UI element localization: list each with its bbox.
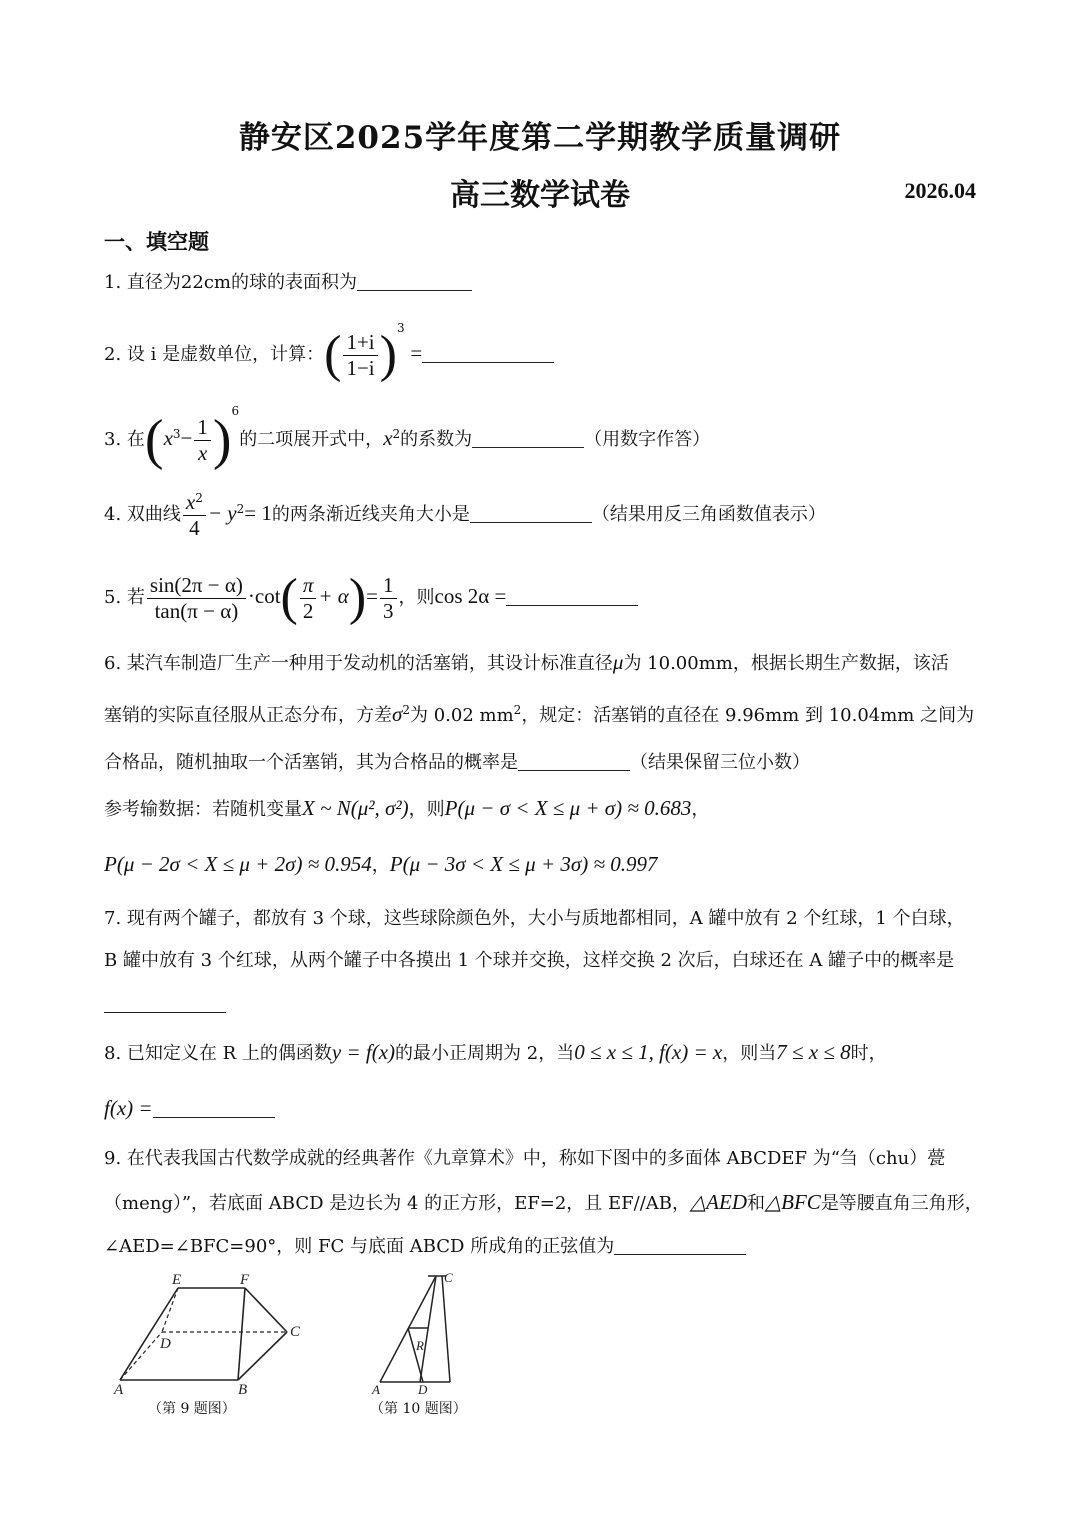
q5-right-paren: ) [348, 569, 367, 626]
q3-exponent: 6 [231, 404, 240, 418]
q3-x: x [163, 426, 173, 450]
question-6-line-3 [104, 752, 810, 772]
q5-two: 2 [302, 598, 314, 623]
q3-right-paren: ) [212, 409, 232, 471]
q9-and: 和 [747, 1193, 765, 1214]
figure-10-caption: （第 10 题图） [370, 1401, 467, 1417]
question-7-line-2: B 罐中放有 3 个红球，从两个罐子中各摸出 1 个球并交换，这样交换 2 次后，白球还在 A 罐子中的概率是 [104, 950, 955, 971]
q6-ref-mid: ，则 [408, 799, 445, 820]
question-5 [104, 569, 638, 626]
fig9-edge-fc [245, 1288, 287, 1332]
q6-mm-exponent: 2 [513, 703, 522, 717]
q6-line2a: 塞销的实际直径服从正态分布，方差 [104, 705, 392, 726]
q6-line2b: 为 0.02 mm [410, 705, 514, 726]
q6-mu: μ [612, 650, 624, 674]
q2-equals: = [410, 341, 423, 365]
question-1 [104, 272, 472, 292]
q2-denominator: 1−i [346, 355, 375, 380]
fig10-edge-rd [408, 1328, 423, 1382]
q7-answer-blank [104, 994, 226, 1013]
q2-answer-blank [422, 344, 554, 363]
q2-numerator: 1+i [343, 330, 377, 355]
question-6-reference-1 [104, 798, 709, 819]
q9-answer-blank [614, 1236, 746, 1255]
figure-10-diagram [368, 1268, 468, 1398]
fig10-label-a: A [372, 1382, 380, 1397]
q6-sigma: σ [392, 702, 403, 726]
q6-sigma-exponent: 2 [402, 703, 410, 717]
q2-number: 2. [104, 344, 122, 365]
q5-pre: 若 [126, 587, 145, 608]
q6-comma-1: ， [691, 799, 710, 820]
q1-number: 1. [104, 272, 122, 293]
question-9-line-2 [104, 1192, 983, 1213]
q3-pre: 在 [126, 429, 145, 450]
question-6-line-2 [104, 704, 974, 725]
q3-x2-exponent: 2 [392, 427, 401, 441]
q2-text: 设 i 是虚数单位，计算： [126, 344, 325, 365]
q2-left-paren: ( [324, 326, 342, 383]
q3-denominator: x [197, 440, 208, 465]
q5-fraction-main [147, 573, 246, 622]
question-4 [104, 490, 826, 540]
question-3 [104, 404, 711, 471]
q6-line2c: ，规定：活塞销的直径在 9.96mm 到 10.04mm 之间为 [521, 705, 975, 726]
q3-mid: 的二项展开式中， [239, 429, 384, 450]
fig9-edge-bf [238, 1288, 245, 1380]
q4-y-exponent: 2 [236, 501, 245, 516]
q9-line2b: 是等腰直角三角形， [820, 1193, 983, 1214]
q3-x2: x [383, 426, 393, 450]
q4-number: 4. [104, 503, 122, 525]
question-7-line-1: 7. 现有两个罐子，都放有 3 个球，这些球除颜色外，大小与质地都相同，A 罐中放有 2 个红球，1 个白球， [104, 908, 965, 929]
q5-equals: = [366, 584, 379, 608]
q6-line3b: （结果保留三位小数） [630, 752, 810, 773]
q2-fraction [343, 330, 377, 379]
q2-exponent: 3 [396, 321, 405, 335]
q3-minus: − [180, 426, 193, 450]
question-6-line-1 [104, 652, 949, 673]
q6-prob-3: P(μ − 3σ < X ≤ μ + 3σ) ≈ 0.997 [389, 852, 658, 876]
q3-number: 3. [104, 429, 122, 450]
q9-triangle-aed: △AED [690, 1190, 747, 1214]
q3-note: （用数字作答） [584, 429, 711, 450]
fig9-edge-ae [120, 1288, 178, 1380]
fig10-label-d: D [418, 1382, 428, 1397]
q5-fraction-third [380, 573, 397, 622]
q9-line3: ∠AED=∠BFC=90°，则 FC 与底面 ABCD 所成角的正弦值为 [104, 1236, 615, 1257]
q4-text: 的两条渐近线夹角大小是 [271, 503, 470, 525]
q8-fx: f(x) = [104, 1096, 153, 1120]
q5-then: ，则 [398, 587, 435, 608]
q6-answer-blank [518, 752, 630, 771]
q3-numerator: 1 [194, 415, 211, 440]
q8-line1a: 8. 已知定义在 R 上的偶函数 [104, 1043, 332, 1064]
page-title: 静安区2025学年度第二学期教学质量调研 [238, 120, 842, 156]
q3-left-paren: ( [144, 409, 164, 471]
q4-equals: = 1 [244, 500, 272, 525]
q3-x-exponent: 3 [172, 427, 181, 441]
fig9-edge-bc [238, 1332, 287, 1380]
q2-right-paren: ) [379, 326, 397, 383]
question-9-line-3 [104, 1236, 746, 1256]
fig9-label-e: E [172, 1272, 182, 1288]
q4-note: （结果用反三角函数值表示） [591, 503, 826, 525]
q6-line1b: 为 10.00mm，根据长期生产数据，该活 [623, 653, 949, 674]
page-subtitle: 高三数学试卷 [450, 178, 630, 213]
fig10-label-c: C [444, 1270, 453, 1285]
q5-denominator: tan(π − α) [154, 598, 239, 623]
question-8-line-2 [104, 1098, 275, 1119]
q6-line1: 6. 某汽车制造厂生产一种用于发动机的活塞销，其设计标准直径 [104, 653, 613, 674]
q5-plus-alpha: + α [318, 584, 349, 608]
q4-answer-blank [470, 504, 592, 523]
q4-pre: 双曲线 [126, 503, 181, 525]
q6-ref-dist: X ~ N(μ², σ²) [302, 796, 409, 820]
q5-pi: π [300, 573, 317, 598]
q5-answer-blank [506, 587, 638, 606]
q8-line1c: ，则当 [722, 1043, 777, 1064]
q6-line3a: 合格品，随机抽取一个活塞销，其为合格品的概率是 [104, 752, 518, 773]
q8-cond: 0 ≤ x ≤ 1, f(x) = x [574, 1040, 723, 1064]
figure-9-caption: （第 9 题图） [148, 1401, 236, 1417]
q4-fraction [183, 490, 206, 540]
q8-func: y = f(x) [331, 1040, 396, 1064]
q6-ref-pre: 参考输数据：若随机变量 [104, 799, 302, 820]
q8-line1d: 时， [850, 1043, 887, 1064]
question-9-line-1: 9. 在代表我国古代数学成就的经典著作《九章算术》中，称如下图中的多面体 ABCDEF 为“刍（chu）甍 [104, 1148, 946, 1169]
q5-cos: cos 2α = [434, 584, 507, 608]
fig9-label-f: F [240, 1272, 250, 1288]
q1-text: 直径为22cm的球的表面积为 [126, 272, 357, 293]
q8-cond2: 7 ≤ x ≤ 8 [776, 1040, 851, 1064]
q4-denominator: 4 [189, 515, 200, 540]
q3-fraction [194, 415, 211, 464]
q3-answer-blank [472, 429, 584, 448]
q3-mid2: 的系数为 [400, 429, 473, 450]
q4-x: x [185, 490, 196, 514]
exam-date: 2026.04 [904, 178, 976, 203]
q5-fraction-pi [300, 573, 317, 622]
q6-prob-2: P(μ − 2σ < X ≤ μ + 2σ) ≈ 0.954 [104, 852, 372, 876]
fig9-label-a: A [114, 1382, 124, 1398]
q5-one: 1 [380, 573, 397, 598]
question-6-reference-2 [104, 854, 658, 875]
q5-number: 5. [104, 587, 122, 608]
fig9-label-d: D [160, 1336, 171, 1352]
q8-line1b: 的最小正周期为 2，当 [395, 1043, 575, 1064]
question-2 [104, 322, 554, 381]
q5-left-paren: ( [280, 569, 298, 626]
q4-x-exponent: 2 [195, 491, 203, 505]
fig10-edge-right [442, 1276, 450, 1382]
question-7-answer [104, 994, 226, 1014]
q5-cot: ·cot [247, 584, 281, 608]
fig9-label-b: B [238, 1382, 248, 1398]
q9-line2a: （meng）”，若底面 ABCD 是边长为 4 的正方形，EF=2，且 EF//AB， [104, 1193, 691, 1214]
q4-y-term: − y [207, 500, 237, 525]
q5-numerator: sin(2π − α) [147, 573, 246, 598]
q1-answer-blank [357, 272, 472, 291]
section-heading: 一、填空题 [104, 229, 209, 254]
q8-answer-blank [153, 1099, 275, 1118]
q6-comma-2: ， [371, 855, 390, 876]
q5-three: 3 [383, 598, 394, 623]
fig9-edge-ad [120, 1332, 162, 1380]
fig10-label-r: R [416, 1338, 424, 1353]
fig9-label-c: C [290, 1324, 301, 1340]
question-8-line-1 [104, 1042, 887, 1063]
figure-9-diagram [100, 1268, 330, 1398]
q9-triangle-bfc: △BFC [765, 1190, 821, 1214]
q6-prob-1: P(μ − σ < X ≤ μ + σ) ≈ 0.683 [444, 796, 692, 820]
